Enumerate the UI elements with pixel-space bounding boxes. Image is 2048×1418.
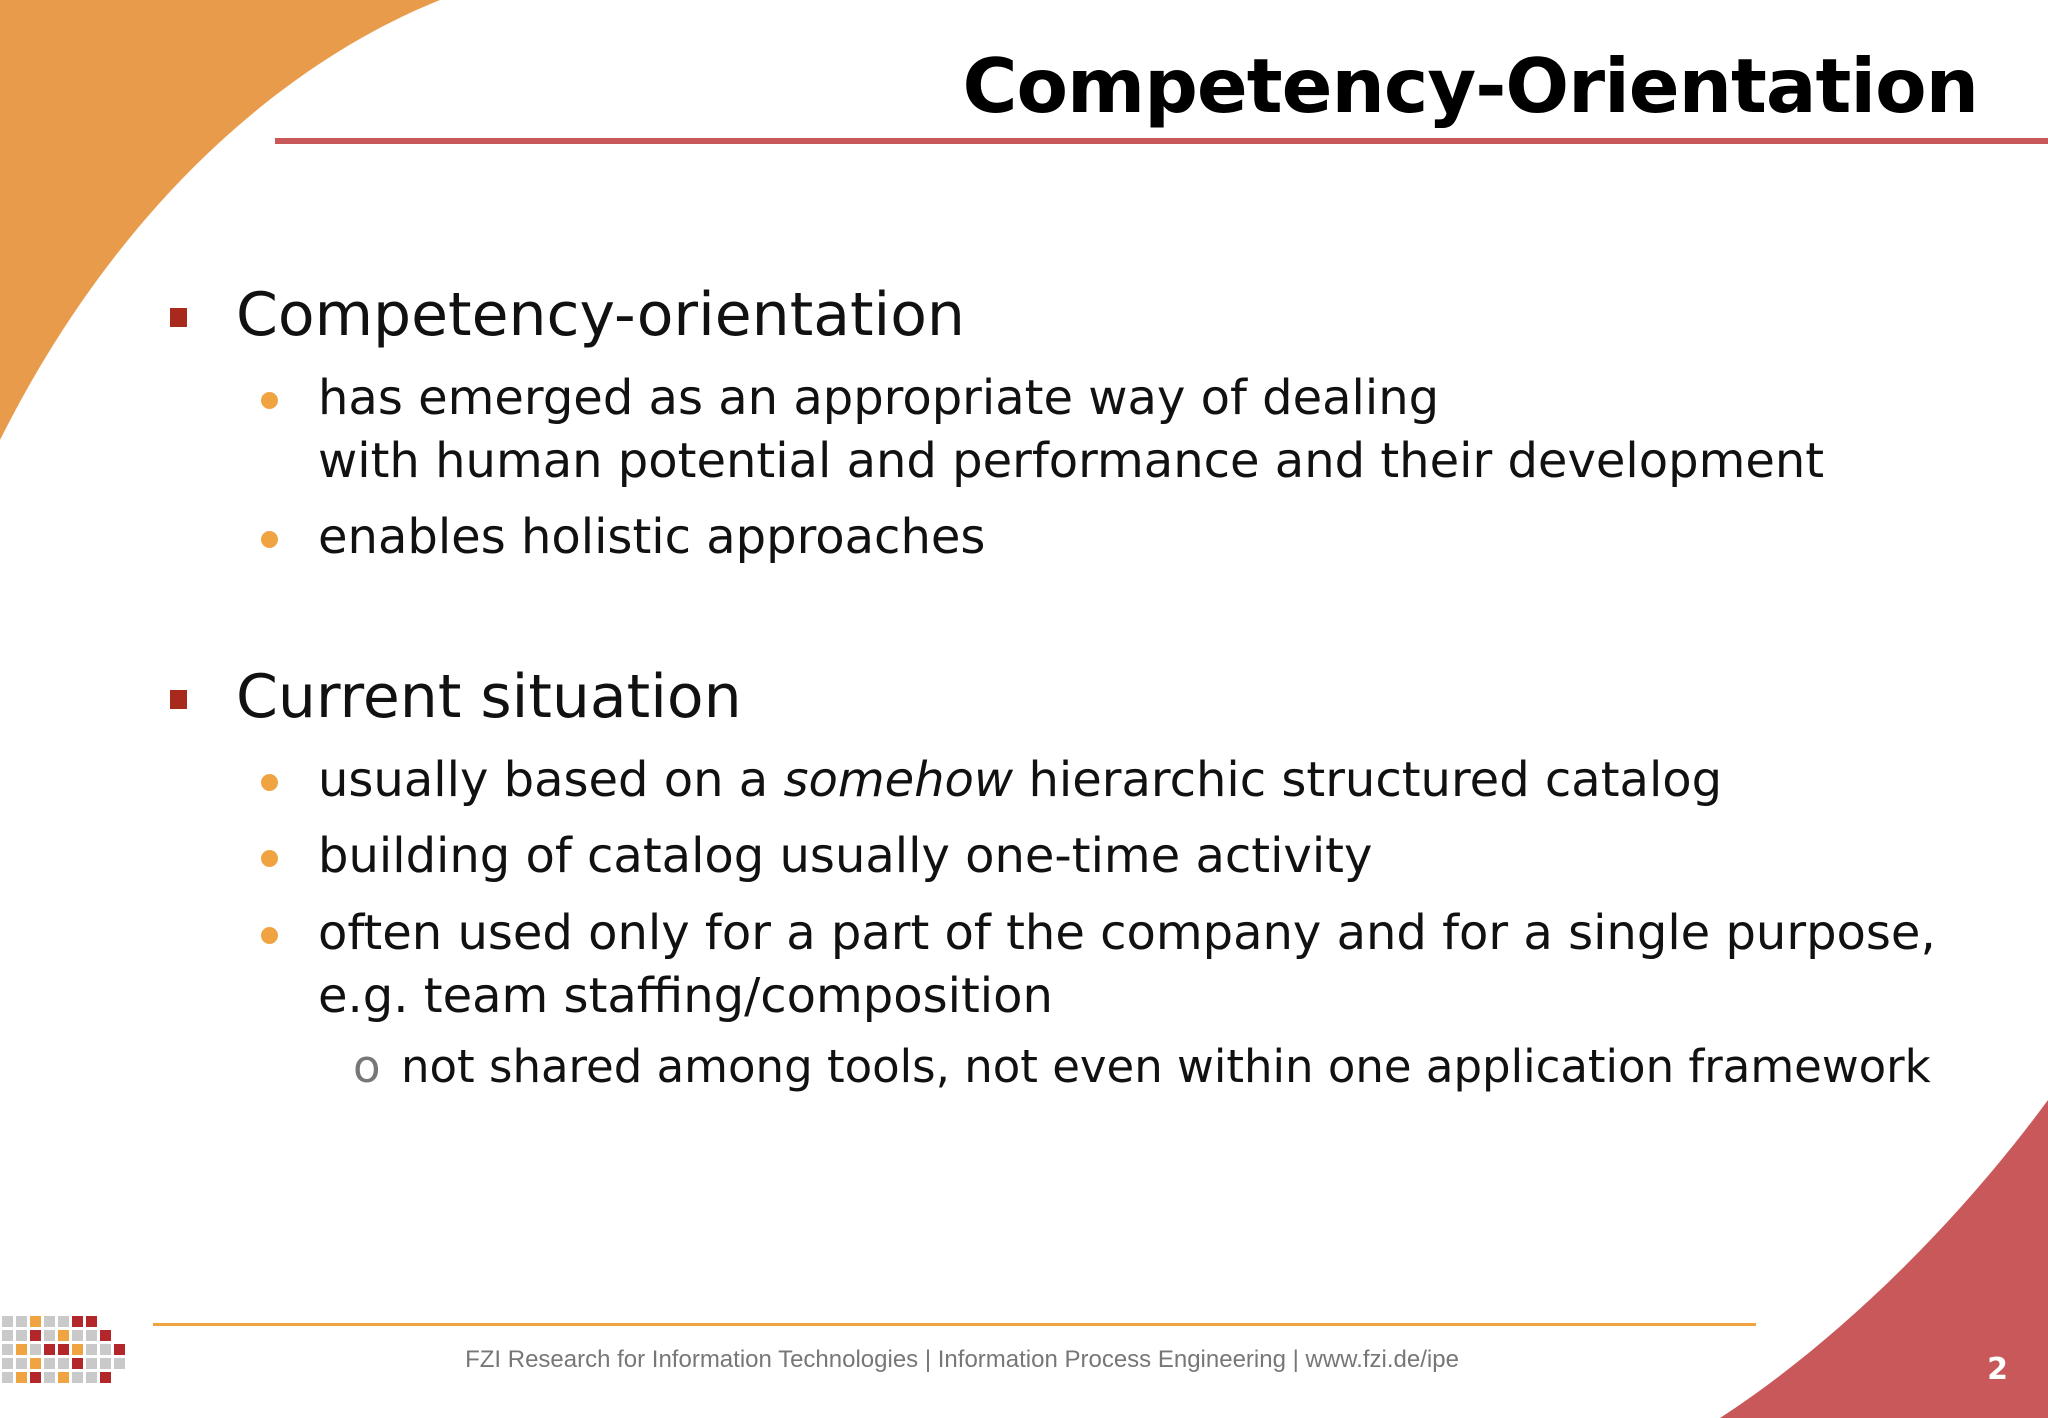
fzi-pixel-logo-icon [0,1314,130,1394]
logo-pixel [44,1316,55,1327]
list-item: has emerged as an appropriate way of dealing with human potential and performance and their development [318,367,1824,493]
logo-pixel [2,1372,13,1383]
logo-pixel [44,1372,55,1383]
logo-pixel [2,1358,13,1369]
logo-pixel [30,1330,41,1341]
logo-pixel [16,1316,27,1327]
logo-pixel [30,1372,41,1383]
logo-pixel [58,1316,69,1327]
list-item: building of catalog usually one-time activity [318,825,1372,888]
section-heading: Current situation [236,662,742,732]
dot-bullet-icon [261,927,278,944]
sub-list-item: o not shared among tools, not even within one application framework [353,1040,1931,1093]
logo-pixel [58,1330,69,1341]
logo-pixel [100,1358,111,1369]
list-item: often used only for a part of the company and for a single purpose, e.g. team staffing/composition [318,902,1936,1028]
list-item: usually based on a somehow hierarchic structured catalog [318,749,1722,812]
footer-rule [153,1323,1756,1326]
logo-pixel [72,1372,83,1383]
logo-pixel [30,1344,41,1355]
logo-pixel [16,1330,27,1341]
page-number: 2 [1987,1352,2008,1387]
logo-pixel [16,1344,27,1355]
logo-pixel [58,1344,69,1355]
logo-pixel [44,1358,55,1369]
logo-pixel [2,1330,13,1341]
logo-pixel [2,1316,13,1327]
dot-bullet-icon [261,850,278,867]
logo-pixel [86,1344,97,1355]
square-bullet-icon [170,308,187,327]
logo-pixel [44,1330,55,1341]
logo-pixel [30,1358,41,1369]
logo-pixel [86,1316,97,1327]
logo-pixel [100,1330,111,1341]
dot-bullet-icon [261,774,278,791]
logo-pixel [114,1344,125,1355]
dot-bullet-icon [261,531,278,548]
logo-pixel [44,1344,55,1355]
list-item: enables holistic approaches [318,506,985,569]
sub-bullet-marker: o [353,1040,381,1093]
logo-pixel [30,1316,41,1327]
logo-pixel [58,1358,69,1369]
logo-pixel [72,1330,83,1341]
logo-pixel [58,1372,69,1383]
logo-pixel [72,1316,83,1327]
logo-pixel [72,1358,83,1369]
dot-bullet-icon [261,392,278,409]
logo-pixel [86,1358,97,1369]
logo-pixel [114,1358,125,1369]
logo-pixel [72,1344,83,1355]
slide-title: Competency-Orientation [962,42,1978,130]
logo-pixel [2,1344,13,1355]
section-heading: Competency-orientation [236,280,965,350]
logo-pixel [86,1330,97,1341]
square-bullet-icon [170,690,187,709]
title-underline [275,138,2048,144]
logo-pixel [100,1372,111,1383]
footer-text: FZI Research for Information Technologies | Information Process Engineering | www.fzi.de/ipe [465,1346,1459,1373]
logo-pixel [86,1372,97,1383]
logo-pixel [16,1372,27,1383]
logo-pixel [100,1344,111,1355]
logo-pixel [16,1358,27,1369]
